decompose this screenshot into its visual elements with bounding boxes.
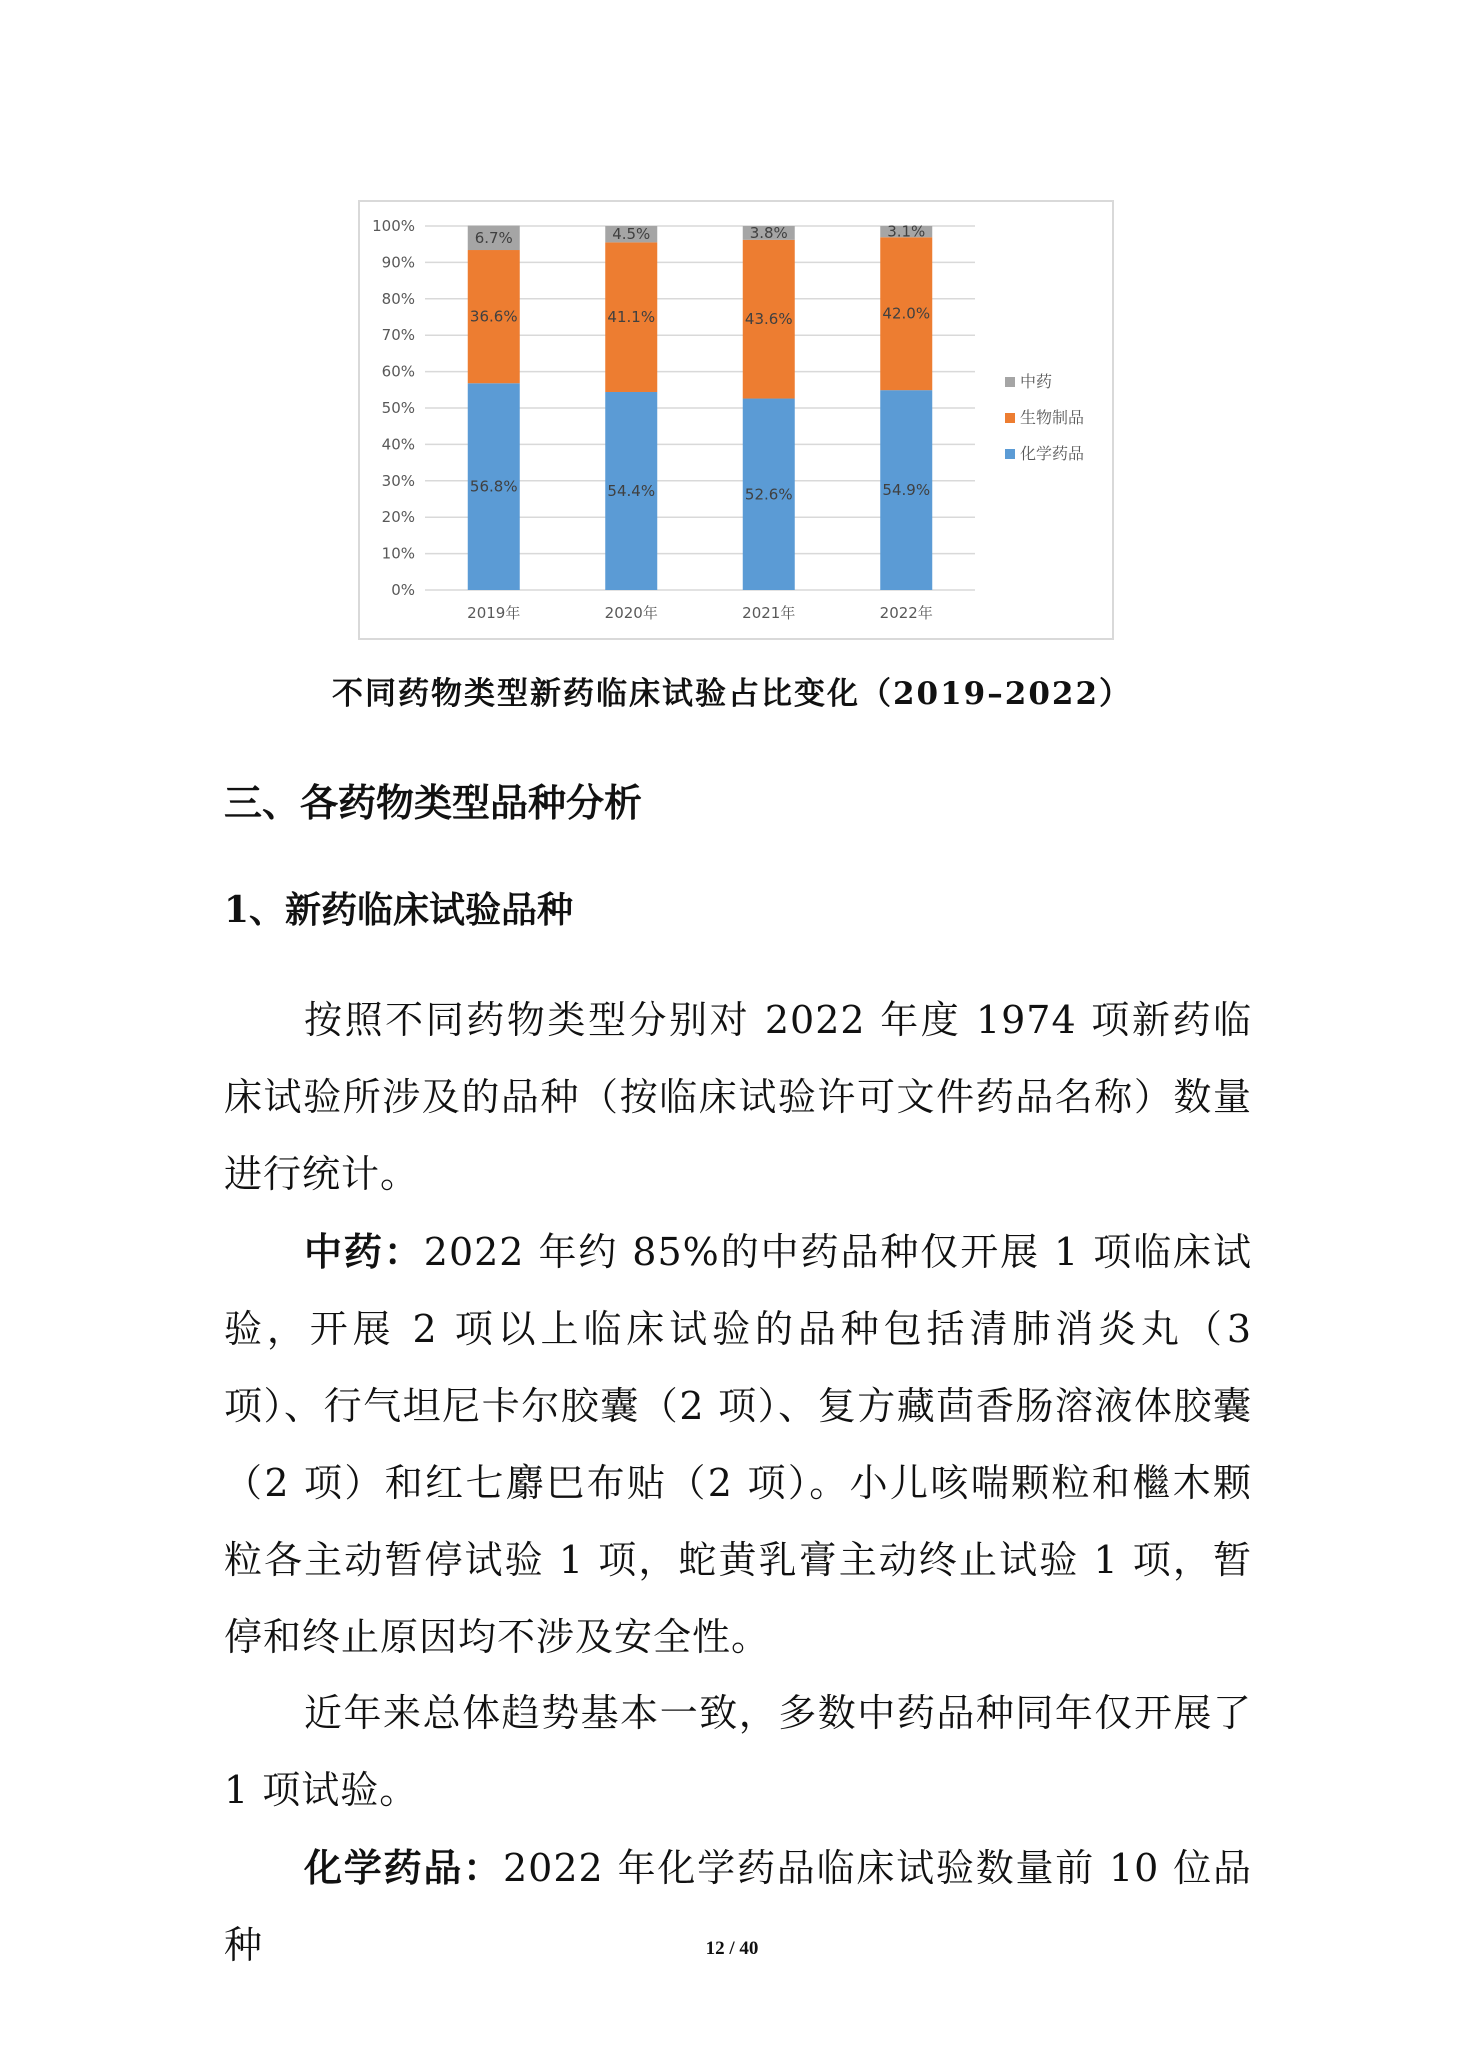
y-tick-label: 20% <box>381 508 415 527</box>
paragraph-text: 按照不同药物类型分别对 2022 年度 1974 项新药临床试验所涉及的品种（按临床试验许可文件药品名称）数量进行统计。 <box>224 998 1252 1196</box>
data-label: 54.4% <box>607 481 656 500</box>
data-label: 3.8% <box>749 223 788 242</box>
y-tick-label: 10% <box>381 544 415 563</box>
data-label: 36.6% <box>469 307 518 326</box>
y-tick-label: 50% <box>381 399 415 417</box>
x-tick-label: 2019年 <box>467 604 521 622</box>
data-label: 52.6% <box>744 485 793 504</box>
y-tick-label: 90% <box>381 253 415 272</box>
y-tick-label: 0% <box>391 581 415 599</box>
paragraph <box>224 982 1252 1213</box>
data-label: 54.9% <box>882 481 931 500</box>
paragraph <box>224 1829 1252 1984</box>
data-label: 41.1% <box>607 308 656 327</box>
y-tick-label: 80% <box>381 289 415 308</box>
data-label: 4.5% <box>612 225 651 244</box>
x-tick-label: 2021年 <box>742 604 796 622</box>
data-label: 42.0% <box>882 304 931 323</box>
data-label: 56.8% <box>469 477 518 496</box>
x-tick-label: 2022年 <box>879 604 933 622</box>
page-number: 12 / 40 <box>705 1938 759 1959</box>
stacked-bar-chart <box>358 200 1114 640</box>
paragraph-lead: 中药： <box>304 1229 424 1274</box>
legend-entry: 化学药品 <box>1020 444 1085 463</box>
chart-caption: 不同药物类型新药临床试验占比变化（2019–2022） <box>331 676 1133 712</box>
paragraph <box>224 1213 1252 1676</box>
y-tick-label: 60% <box>381 362 415 381</box>
data-label: 43.6% <box>744 310 793 329</box>
legend-entry: 中药 <box>1020 372 1053 391</box>
y-tick-label: 40% <box>381 435 415 454</box>
section-heading: 三、各药物类型品种分析 <box>224 780 643 825</box>
y-tick-label: 30% <box>381 471 415 490</box>
data-label: 3.1% <box>887 222 926 241</box>
paragraph-text: 2022 年约 85%的中药品种仅开展 1 项临床试验，开展 2 项以上临床试验的品种包括清肺消炎丸（3 项）、行气坦尼卡尔胶囊（2 项）、复方藏茴香肠溶液体胶囊（2 项）和红七麝巴布贴（2 项）。小儿咳喘颗粒和檵木颗粒各主动暂停试验 1 项，蛇黄乳膏主动终止试验 1 项，暂停和终止原因均不涉及安全性。 <box>224 1230 1252 1659</box>
paragraph-text: 2022 年化学药品临床试验数量前 10 位品种 <box>224 1846 1252 1967</box>
data-label: 6.7% <box>474 228 513 247</box>
y-tick-label: 70% <box>381 326 415 345</box>
paragraph-text: 近年来总体趋势基本一致，多数中药品种同年仅开展了 1 项试验。 <box>224 1691 1252 1812</box>
legend-swatch <box>1005 449 1015 459</box>
y-tick-label: 100% <box>372 217 415 235</box>
legend-swatch <box>1005 377 1015 387</box>
legend-swatch <box>1005 413 1015 423</box>
paragraph <box>224 1675 1252 1829</box>
paragraph-lead: 化学药品： <box>304 1845 503 1890</box>
x-tick-label: 2020年 <box>604 604 658 622</box>
legend-entry: 生物制品 <box>1020 408 1085 427</box>
chart-canvas <box>360 202 1112 638</box>
sub-heading: 1、新药临床试验品种 <box>224 889 574 931</box>
